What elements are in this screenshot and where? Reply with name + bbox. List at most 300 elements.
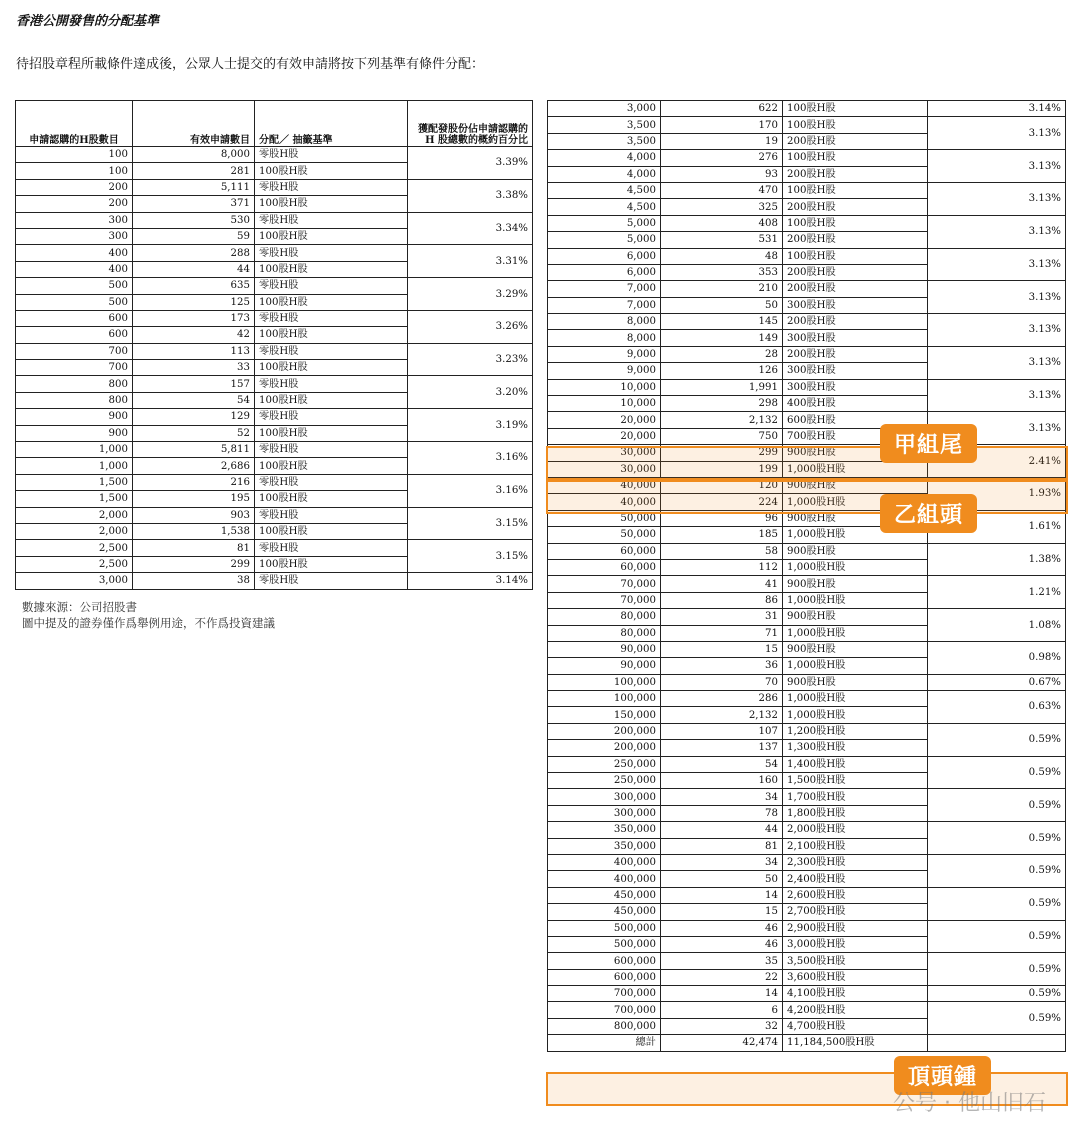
allocation-basis-cell: 零股H股 — [255, 409, 408, 425]
shares-applied-cell: 200,000 — [548, 723, 661, 739]
allocation-basis-cell: 900股H股 — [783, 510, 928, 526]
table-row — [16, 474, 533, 490]
percentage-cell: 3.38% — [408, 179, 533, 212]
valid-applications-cell: 71 — [661, 625, 783, 641]
table-row — [548, 723, 1066, 739]
table-row — [548, 314, 1066, 330]
shares-applied-cell: 80,000 — [548, 609, 661, 625]
shares-applied-cell: 2,500 — [16, 556, 133, 572]
valid-applications-cell: 199 — [661, 461, 783, 477]
allocation-basis-cell: 零股H股 — [255, 147, 408, 163]
percentage-cell: 0.59% — [928, 854, 1066, 887]
valid-applications-cell: 19 — [661, 133, 783, 149]
percentage-cell: 3.13% — [928, 182, 1066, 215]
valid-applications-cell: 8,000 — [133, 147, 255, 163]
shares-applied-cell: 90,000 — [548, 641, 661, 657]
allocation-basis-cell: 3,600股H股 — [783, 969, 928, 985]
table-row — [16, 245, 533, 261]
right-allocation-table — [547, 100, 1066, 1052]
valid-applications-cell: 288 — [133, 245, 255, 261]
valid-applications-cell: 59 — [133, 228, 255, 244]
allocation-basis-cell: 3,000股H股 — [783, 936, 928, 952]
allocation-basis-cell: 2,000股H股 — [783, 822, 928, 838]
percentage-cell: 1.08% — [928, 609, 1066, 642]
shares-applied-cell: 10,000 — [548, 379, 661, 395]
table-row — [548, 822, 1066, 838]
valid-applications-cell: 210 — [661, 281, 783, 297]
valid-applications-cell: 126 — [661, 363, 783, 379]
shares-applied-cell: 800 — [16, 376, 133, 392]
shares-applied-cell: 9,000 — [548, 363, 661, 379]
allocation-basis-cell: 1,000股H股 — [783, 592, 928, 608]
shares-applied-cell: 70,000 — [548, 592, 661, 608]
shares-applied-cell: 500 — [16, 294, 133, 310]
table-row — [548, 150, 1066, 166]
valid-applications-cell: 44 — [661, 822, 783, 838]
valid-applications-cell: 160 — [661, 773, 783, 789]
table-row — [548, 986, 1066, 1002]
table-row — [16, 409, 533, 425]
allocation-basis-cell: 零股H股 — [255, 212, 408, 228]
percentage-cell: 3.20% — [408, 376, 533, 409]
valid-applications-cell: 50 — [661, 297, 783, 313]
valid-applications-cell: 5,811 — [133, 442, 255, 458]
watermark: 公号 · 他山旧石 — [893, 1091, 1046, 1116]
valid-applications-cell: 70 — [661, 674, 783, 690]
allocation-basis-cell: 4,200股H股 — [783, 1002, 928, 1018]
table-row — [548, 641, 1066, 657]
shares-applied-cell: 600 — [16, 310, 133, 326]
shares-applied-cell: 2,500 — [16, 540, 133, 556]
allocation-basis-cell: 900股H股 — [783, 445, 928, 461]
allocation-basis-cell: 1,000股H股 — [783, 461, 928, 477]
shares-applied-cell: 400,000 — [548, 854, 661, 870]
allocation-basis-cell: 1,800股H股 — [783, 805, 928, 821]
shares-applied-cell: 100,000 — [548, 691, 661, 707]
page-title: 香港公開發售的分配基準 — [16, 14, 160, 29]
header-shares-applied: 申請認購的H股數目 — [16, 101, 133, 147]
valid-applications-cell: 58 — [661, 543, 783, 559]
shares-applied-cell: 20,000 — [548, 428, 661, 444]
percentage-cell: 3.13% — [928, 314, 1066, 347]
percentage-cell: 3.15% — [408, 507, 533, 540]
allocation-basis-cell: 1,700股H股 — [783, 789, 928, 805]
valid-applications-cell: 36 — [661, 658, 783, 674]
valid-applications-cell: 170 — [661, 117, 783, 133]
percentage-cell: 3.14% — [928, 101, 1066, 117]
table-row — [16, 212, 533, 228]
allocation-basis-cell: 100股H股 — [255, 556, 408, 572]
tag-group-a-tail: 甲組尾 — [880, 424, 977, 463]
table-row — [548, 412, 1066, 428]
shares-applied-cell: 10,000 — [548, 396, 661, 412]
valid-applications-cell: 54 — [133, 392, 255, 408]
valid-applications-cell: 46 — [661, 920, 783, 936]
allocation-basis-cell: 300股H股 — [783, 363, 928, 379]
allocation-basis-cell: 2,700股H股 — [783, 904, 928, 920]
percentage-cell: 3.13% — [928, 281, 1066, 314]
percentage-cell: 0.59% — [928, 887, 1066, 920]
percentage-cell: 0.98% — [928, 641, 1066, 674]
shares-applied-cell: 100 — [16, 147, 133, 163]
allocation-basis-cell: 4,700股H股 — [783, 1018, 928, 1034]
percentage-cell: 3.13% — [928, 412, 1066, 445]
table-row — [16, 573, 533, 589]
allocation-basis-cell: 1,300股H股 — [783, 740, 928, 756]
allocation-basis-cell: 100股H股 — [783, 101, 928, 117]
valid-applications-cell: 125 — [133, 294, 255, 310]
percentage-cell: 0.59% — [928, 822, 1066, 855]
allocation-basis-cell: 零股H股 — [255, 179, 408, 195]
valid-applications-cell: 408 — [661, 215, 783, 231]
valid-applications-cell: 224 — [661, 494, 783, 510]
valid-applications-cell: 216 — [133, 474, 255, 490]
table-row — [16, 507, 533, 523]
allocation-basis-cell: 100股H股 — [783, 150, 928, 166]
table-row — [548, 609, 1066, 625]
shares-applied-cell: 400 — [16, 261, 133, 277]
shares-applied-cell: 900 — [16, 425, 133, 441]
tag-group-b-head: 乙組頭 — [880, 494, 977, 533]
allocation-basis-cell: 1,400股H股 — [783, 756, 928, 772]
shares-applied-cell: 2,000 — [16, 507, 133, 523]
shares-applied-cell: 40,000 — [548, 494, 661, 510]
percentage-cell: 3.14% — [408, 573, 533, 589]
valid-applications-cell: 33 — [133, 360, 255, 376]
allocation-basis-cell: 2,300股H股 — [783, 854, 928, 870]
table-row — [548, 576, 1066, 592]
valid-applications-cell: 298 — [661, 396, 783, 412]
percentage-cell: 3.26% — [408, 310, 533, 343]
shares-applied-cell: 400 — [16, 245, 133, 261]
table-row — [548, 281, 1066, 297]
table-row — [548, 887, 1066, 903]
shares-applied-cell: 250,000 — [548, 773, 661, 789]
shares-applied-cell: 350,000 — [548, 838, 661, 854]
table-row — [548, 1002, 1066, 1018]
allocation-basis-cell: 2,400股H股 — [783, 871, 928, 887]
shares-applied-cell: 900 — [16, 409, 133, 425]
percentage-cell: 1.21% — [928, 576, 1066, 609]
table-row — [548, 182, 1066, 198]
table-row — [548, 756, 1066, 772]
valid-applications-cell: 52 — [133, 425, 255, 441]
valid-applications-cell: 137 — [661, 740, 783, 756]
valid-applications-cell: 145 — [661, 314, 783, 330]
allocation-basis-cell: 200股H股 — [783, 133, 928, 149]
percentage-cell: 3.13% — [928, 346, 1066, 379]
tag-top-tier: 頂頭鍾 — [894, 1056, 991, 1095]
valid-applications-cell: 635 — [133, 278, 255, 294]
total-empty-cell — [928, 1035, 1066, 1051]
percentage-cell: 3.13% — [928, 117, 1066, 150]
shares-applied-cell: 70,000 — [548, 576, 661, 592]
valid-applications-cell: 157 — [133, 376, 255, 392]
valid-applications-cell: 2,686 — [133, 458, 255, 474]
percentage-cell: 2.41% — [928, 445, 1066, 478]
shares-applied-cell: 4,000 — [548, 150, 661, 166]
valid-applications-cell: 112 — [661, 559, 783, 575]
allocation-basis-cell: 零股H股 — [255, 310, 408, 326]
shares-applied-cell: 30,000 — [548, 461, 661, 477]
allocation-basis-cell: 1,000股H股 — [783, 691, 928, 707]
valid-applications-cell: 50 — [661, 871, 783, 887]
table-row — [548, 379, 1066, 395]
shares-applied-cell: 350,000 — [548, 822, 661, 838]
allocation-basis-cell: 1,000股H股 — [783, 658, 928, 674]
allocation-basis-cell: 零股H股 — [255, 573, 408, 589]
shares-applied-cell: 1,500 — [16, 474, 133, 490]
allocation-basis-cell: 900股H股 — [783, 576, 928, 592]
shares-applied-cell: 700,000 — [548, 1002, 661, 1018]
table-row — [548, 248, 1066, 264]
table-row — [16, 147, 533, 163]
allocation-basis-cell: 100股H股 — [783, 248, 928, 264]
allocation-basis-cell: 2,600股H股 — [783, 887, 928, 903]
allocation-basis-cell: 100股H股 — [255, 523, 408, 539]
shares-applied-cell: 3,500 — [548, 117, 661, 133]
allocation-basis-cell: 100股H股 — [255, 163, 408, 179]
valid-applications-cell: 530 — [133, 212, 255, 228]
percentage-cell: 3.16% — [408, 442, 533, 475]
table-row — [548, 346, 1066, 362]
shares-applied-cell: 30,000 — [548, 445, 661, 461]
shares-applied-cell: 90,000 — [548, 658, 661, 674]
valid-applications-cell: 2,132 — [661, 707, 783, 723]
header-approx-percentage: 獲配發股份佔申請認購的 H 股總數的概約百分比 — [408, 101, 533, 147]
valid-applications-cell: 34 — [661, 789, 783, 805]
table-row — [548, 101, 1066, 117]
shares-applied-cell: 4,500 — [548, 199, 661, 215]
total-shares-cell: 11,184,500股H股 — [783, 1035, 928, 1051]
shares-applied-cell: 450,000 — [548, 904, 661, 920]
shares-applied-cell: 700 — [16, 360, 133, 376]
allocation-basis-cell: 100股H股 — [255, 425, 408, 441]
shares-applied-cell: 20,000 — [548, 412, 661, 428]
shares-applied-cell: 300 — [16, 212, 133, 228]
right-table-body — [548, 101, 1066, 1052]
allocation-basis-cell: 零股H股 — [255, 442, 408, 458]
valid-applications-cell: 750 — [661, 428, 783, 444]
table-row — [548, 117, 1066, 133]
valid-applications-cell: 185 — [661, 527, 783, 543]
valid-applications-cell: 353 — [661, 264, 783, 280]
percentage-cell: 3.23% — [408, 343, 533, 376]
shares-applied-cell: 800,000 — [548, 1018, 661, 1034]
shares-applied-cell: 600,000 — [548, 953, 661, 969]
shares-applied-cell: 250,000 — [548, 756, 661, 772]
valid-applications-cell: 32 — [661, 1018, 783, 1034]
allocation-basis-cell: 零股H股 — [255, 507, 408, 523]
allocation-basis-cell: 零股H股 — [255, 278, 408, 294]
valid-applications-cell: 41 — [661, 576, 783, 592]
shares-applied-cell: 6,000 — [548, 264, 661, 280]
valid-applications-cell: 470 — [661, 182, 783, 198]
shares-applied-cell: 1,500 — [16, 491, 133, 507]
shares-applied-cell: 1,000 — [16, 442, 133, 458]
shares-applied-cell: 200,000 — [548, 740, 661, 756]
shares-applied-cell: 500,000 — [548, 936, 661, 952]
valid-applications-cell: 149 — [661, 330, 783, 346]
shares-applied-cell: 8,000 — [548, 330, 661, 346]
shares-applied-cell: 8,000 — [548, 314, 661, 330]
shares-applied-cell: 4,500 — [548, 182, 661, 198]
allocation-basis-cell: 1,000股H股 — [783, 707, 928, 723]
table-row — [16, 179, 533, 195]
percentage-cell: 0.67% — [928, 674, 1066, 690]
valid-applications-cell: 903 — [133, 507, 255, 523]
allocation-basis-cell: 300股H股 — [783, 297, 928, 313]
allocation-basis-cell: 100股H股 — [255, 196, 408, 212]
shares-applied-cell: 80,000 — [548, 625, 661, 641]
percentage-cell: 3.16% — [408, 474, 533, 507]
shares-applied-cell: 800 — [16, 392, 133, 408]
table-row — [16, 310, 533, 326]
allocation-basis-cell: 200股H股 — [783, 199, 928, 215]
table-row — [548, 215, 1066, 231]
allocation-basis-cell: 3,500股H股 — [783, 953, 928, 969]
valid-applications-cell: 6 — [661, 1002, 783, 1018]
valid-applications-cell: 78 — [661, 805, 783, 821]
percentage-cell: 0.59% — [928, 789, 1066, 822]
percentage-cell: 0.59% — [928, 953, 1066, 986]
allocation-basis-cell: 1,000股H股 — [783, 625, 928, 641]
left-allocation-table — [15, 100, 533, 590]
table-row — [16, 540, 533, 556]
shares-applied-cell: 100,000 — [548, 674, 661, 690]
allocation-basis-cell: 1,000股H股 — [783, 494, 928, 510]
valid-applications-cell: 28 — [661, 346, 783, 362]
allocation-basis-cell: 100股H股 — [255, 327, 408, 343]
valid-applications-cell: 48 — [661, 248, 783, 264]
valid-applications-cell: 107 — [661, 723, 783, 739]
allocation-basis-cell: 100股H股 — [255, 392, 408, 408]
valid-applications-cell: 15 — [661, 904, 783, 920]
allocation-basis-cell: 900股H股 — [783, 543, 928, 559]
highlight-group-b-head — [546, 480, 1068, 514]
valid-applications-cell: 93 — [661, 166, 783, 182]
shares-applied-cell: 500,000 — [548, 920, 661, 936]
highlight-group-a-tail — [546, 446, 1068, 480]
allocation-basis-cell: 100股H股 — [783, 117, 928, 133]
total-applications-cell: 42,474 — [661, 1035, 783, 1051]
allocation-basis-cell: 100股H股 — [783, 182, 928, 198]
shares-applied-cell: 60,000 — [548, 543, 661, 559]
percentage-cell: 3.15% — [408, 540, 533, 573]
valid-applications-cell: 1,538 — [133, 523, 255, 539]
shares-applied-cell: 5,000 — [548, 232, 661, 248]
valid-applications-cell: 299 — [133, 556, 255, 572]
allocation-basis-cell: 2,900股H股 — [783, 920, 928, 936]
percentage-cell: 0.59% — [928, 723, 1066, 756]
allocation-basis-cell: 300股H股 — [783, 330, 928, 346]
shares-applied-cell: 600,000 — [548, 969, 661, 985]
table-row — [16, 278, 533, 294]
allocation-basis-cell: 1,000股H股 — [783, 527, 928, 543]
allocation-basis-cell: 1,500股H股 — [783, 773, 928, 789]
allocation-basis-cell: 200股H股 — [783, 281, 928, 297]
shares-applied-cell: 200 — [16, 179, 133, 195]
header-valid-applications: 有效申請數目 — [133, 101, 255, 147]
shares-applied-cell: 7,000 — [548, 297, 661, 313]
table-row — [548, 543, 1066, 559]
valid-applications-cell: 15 — [661, 641, 783, 657]
shares-applied-cell: 50,000 — [548, 510, 661, 526]
valid-applications-cell: 14 — [661, 887, 783, 903]
allocation-basis-cell: 200股H股 — [783, 314, 928, 330]
percentage-cell: 3.34% — [408, 212, 533, 245]
percentage-cell: 1.38% — [928, 543, 1066, 576]
allocation-basis-cell: 零股H股 — [255, 474, 408, 490]
allocation-basis-cell: 零股H股 — [255, 540, 408, 556]
valid-applications-cell: 81 — [133, 540, 255, 556]
shares-applied-cell: 2,000 — [16, 523, 133, 539]
shares-applied-cell: 4,000 — [548, 166, 661, 182]
table-row — [548, 953, 1066, 969]
table-row — [16, 442, 533, 458]
valid-applications-cell: 22 — [661, 969, 783, 985]
table-row — [548, 691, 1066, 707]
percentage-cell: 0.59% — [928, 920, 1066, 953]
percentage-cell: 1.61% — [928, 510, 1066, 543]
allocation-basis-cell: 900股H股 — [783, 609, 928, 625]
shares-applied-cell: 60,000 — [548, 559, 661, 575]
valid-applications-cell: 81 — [661, 838, 783, 854]
valid-applications-cell: 54 — [661, 756, 783, 772]
table-row — [16, 343, 533, 359]
table-row — [548, 674, 1066, 690]
valid-applications-cell: 46 — [661, 936, 783, 952]
shares-applied-cell: 300,000 — [548, 805, 661, 821]
total-label-cell: 總計 — [548, 1035, 661, 1051]
valid-applications-cell: 276 — [661, 150, 783, 166]
valid-applications-cell: 173 — [133, 310, 255, 326]
valid-applications-cell: 622 — [661, 101, 783, 117]
percentage-cell: 3.39% — [408, 147, 533, 180]
allocation-basis-cell: 900股H股 — [783, 641, 928, 657]
disclaimer-note: 圖中提及的證券僅作爲舉例用途，不作爲投資建議 — [22, 616, 275, 630]
intro-text: 待招股章程所載條件達成後，公眾人士提交的有效申請將按下列基準有條件分配： — [16, 57, 485, 72]
header-allocation-basis: 分配／ 抽籤基準 — [255, 101, 408, 147]
shares-applied-cell: 3,000 — [548, 101, 661, 117]
valid-applications-cell: 195 — [133, 491, 255, 507]
allocation-basis-cell: 100股H股 — [255, 458, 408, 474]
percentage-cell: 3.13% — [928, 150, 1066, 183]
table-row — [548, 854, 1066, 870]
shares-applied-cell: 6,000 — [548, 248, 661, 264]
allocation-basis-cell: 300股H股 — [783, 379, 928, 395]
allocation-basis-cell: 1,000股H股 — [783, 559, 928, 575]
valid-applications-cell: 325 — [661, 199, 783, 215]
allocation-basis-cell: 400股H股 — [783, 396, 928, 412]
valid-applications-cell: 14 — [661, 986, 783, 1002]
shares-applied-cell: 600 — [16, 327, 133, 343]
valid-applications-cell: 42 — [133, 327, 255, 343]
source-note: 數據來源：公司招股書 — [22, 600, 137, 614]
shares-applied-cell: 500 — [16, 278, 133, 294]
shares-applied-cell: 400,000 — [548, 871, 661, 887]
shares-applied-cell: 700 — [16, 343, 133, 359]
allocation-basis-cell: 200股H股 — [783, 166, 928, 182]
percentage-cell: 0.59% — [928, 986, 1066, 1002]
valid-applications-cell: 286 — [661, 691, 783, 707]
valid-applications-cell: 96 — [661, 510, 783, 526]
total-row — [548, 1035, 1066, 1051]
percentage-cell: 0.59% — [928, 756, 1066, 789]
allocation-basis-cell: 100股H股 — [255, 491, 408, 507]
allocation-basis-cell: 零股H股 — [255, 245, 408, 261]
shares-applied-cell: 200 — [16, 196, 133, 212]
